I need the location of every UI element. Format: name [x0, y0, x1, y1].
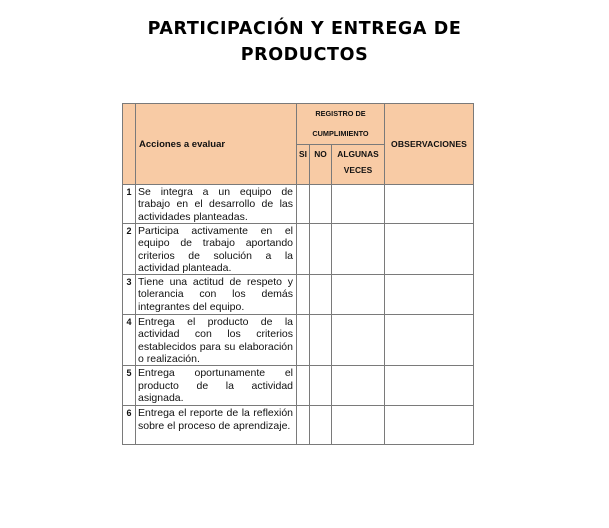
cell-observaciones[interactable]	[385, 224, 474, 275]
cell-observaciones[interactable]	[385, 185, 474, 224]
header-algunas-veces: ALGUNAS VECES	[332, 145, 385, 185]
cell-no[interactable]	[310, 406, 332, 445]
header-no: NO	[310, 145, 332, 185]
row-number: 5	[123, 366, 136, 406]
cell-no[interactable]	[310, 185, 332, 224]
cell-si[interactable]	[297, 315, 310, 366]
row-number: 2	[123, 224, 136, 275]
row-number: 4	[123, 315, 136, 366]
row-action-text: Entrega oportunamente el producto de la actividad asignada.	[136, 366, 297, 406]
table-row	[123, 406, 474, 445]
document-title	[0, 16, 609, 68]
row-number: 1	[123, 185, 136, 224]
table-row	[123, 275, 474, 315]
table-row	[123, 315, 474, 366]
cell-si[interactable]	[297, 366, 310, 406]
cell-observaciones[interactable]	[385, 315, 474, 366]
table-row	[123, 366, 474, 406]
table-row	[123, 224, 474, 275]
cell-no[interactable]	[310, 366, 332, 406]
cell-observaciones[interactable]	[385, 366, 474, 406]
row-action-text: Entrega el reporte de la reflexión sobre el proceso de aprendizaje.	[136, 406, 297, 445]
cell-si[interactable]	[297, 224, 310, 275]
cell-algunas-veces[interactable]	[332, 224, 385, 275]
row-action-text: Entrega el producto de la actividad con los criterios establecidos para su elaboración o realización.	[136, 315, 297, 366]
cell-si[interactable]	[297, 406, 310, 445]
cell-algunas-veces[interactable]	[332, 315, 385, 366]
cell-algunas-veces[interactable]	[332, 366, 385, 406]
cell-no[interactable]	[310, 315, 332, 366]
cell-no[interactable]	[310, 275, 332, 315]
cell-observaciones[interactable]	[385, 275, 474, 315]
header-si: SI	[297, 145, 310, 185]
row-action-text: Participa activamente en el equipo de trabajo aportando criterios de solución a la actividad planteada.	[136, 224, 297, 275]
title-line-2: PRODUCTOS	[240, 45, 369, 65]
row-action-text: Se integra a un equipo de trabajo en el desarrollo de las actividades planteadas.	[136, 185, 297, 224]
evaluation-table	[122, 103, 474, 445]
header-observaciones: OBSERVACIONES	[385, 104, 474, 185]
header-blank-num	[123, 104, 136, 185]
row-action-text: Tiene una actitud de respeto y tolerancia con los demás integrantes del equipo.	[136, 275, 297, 315]
cell-algunas-veces[interactable]	[332, 406, 385, 445]
cell-observaciones[interactable]	[385, 406, 474, 445]
title-line-1: PARTICIPACIÓN Y ENTREGA DE	[147, 19, 462, 39]
cell-algunas-veces[interactable]	[332, 185, 385, 224]
header-acciones: Acciones a evaluar	[136, 104, 297, 185]
cell-algunas-veces[interactable]	[332, 275, 385, 315]
cell-si[interactable]	[297, 185, 310, 224]
table-row	[123, 185, 474, 224]
row-number: 3	[123, 275, 136, 315]
row-number: 6	[123, 406, 136, 445]
header-registro: REGISTRO DE CUMPLIMIENTO	[297, 104, 385, 145]
cell-no[interactable]	[310, 224, 332, 275]
cell-si[interactable]	[297, 275, 310, 315]
